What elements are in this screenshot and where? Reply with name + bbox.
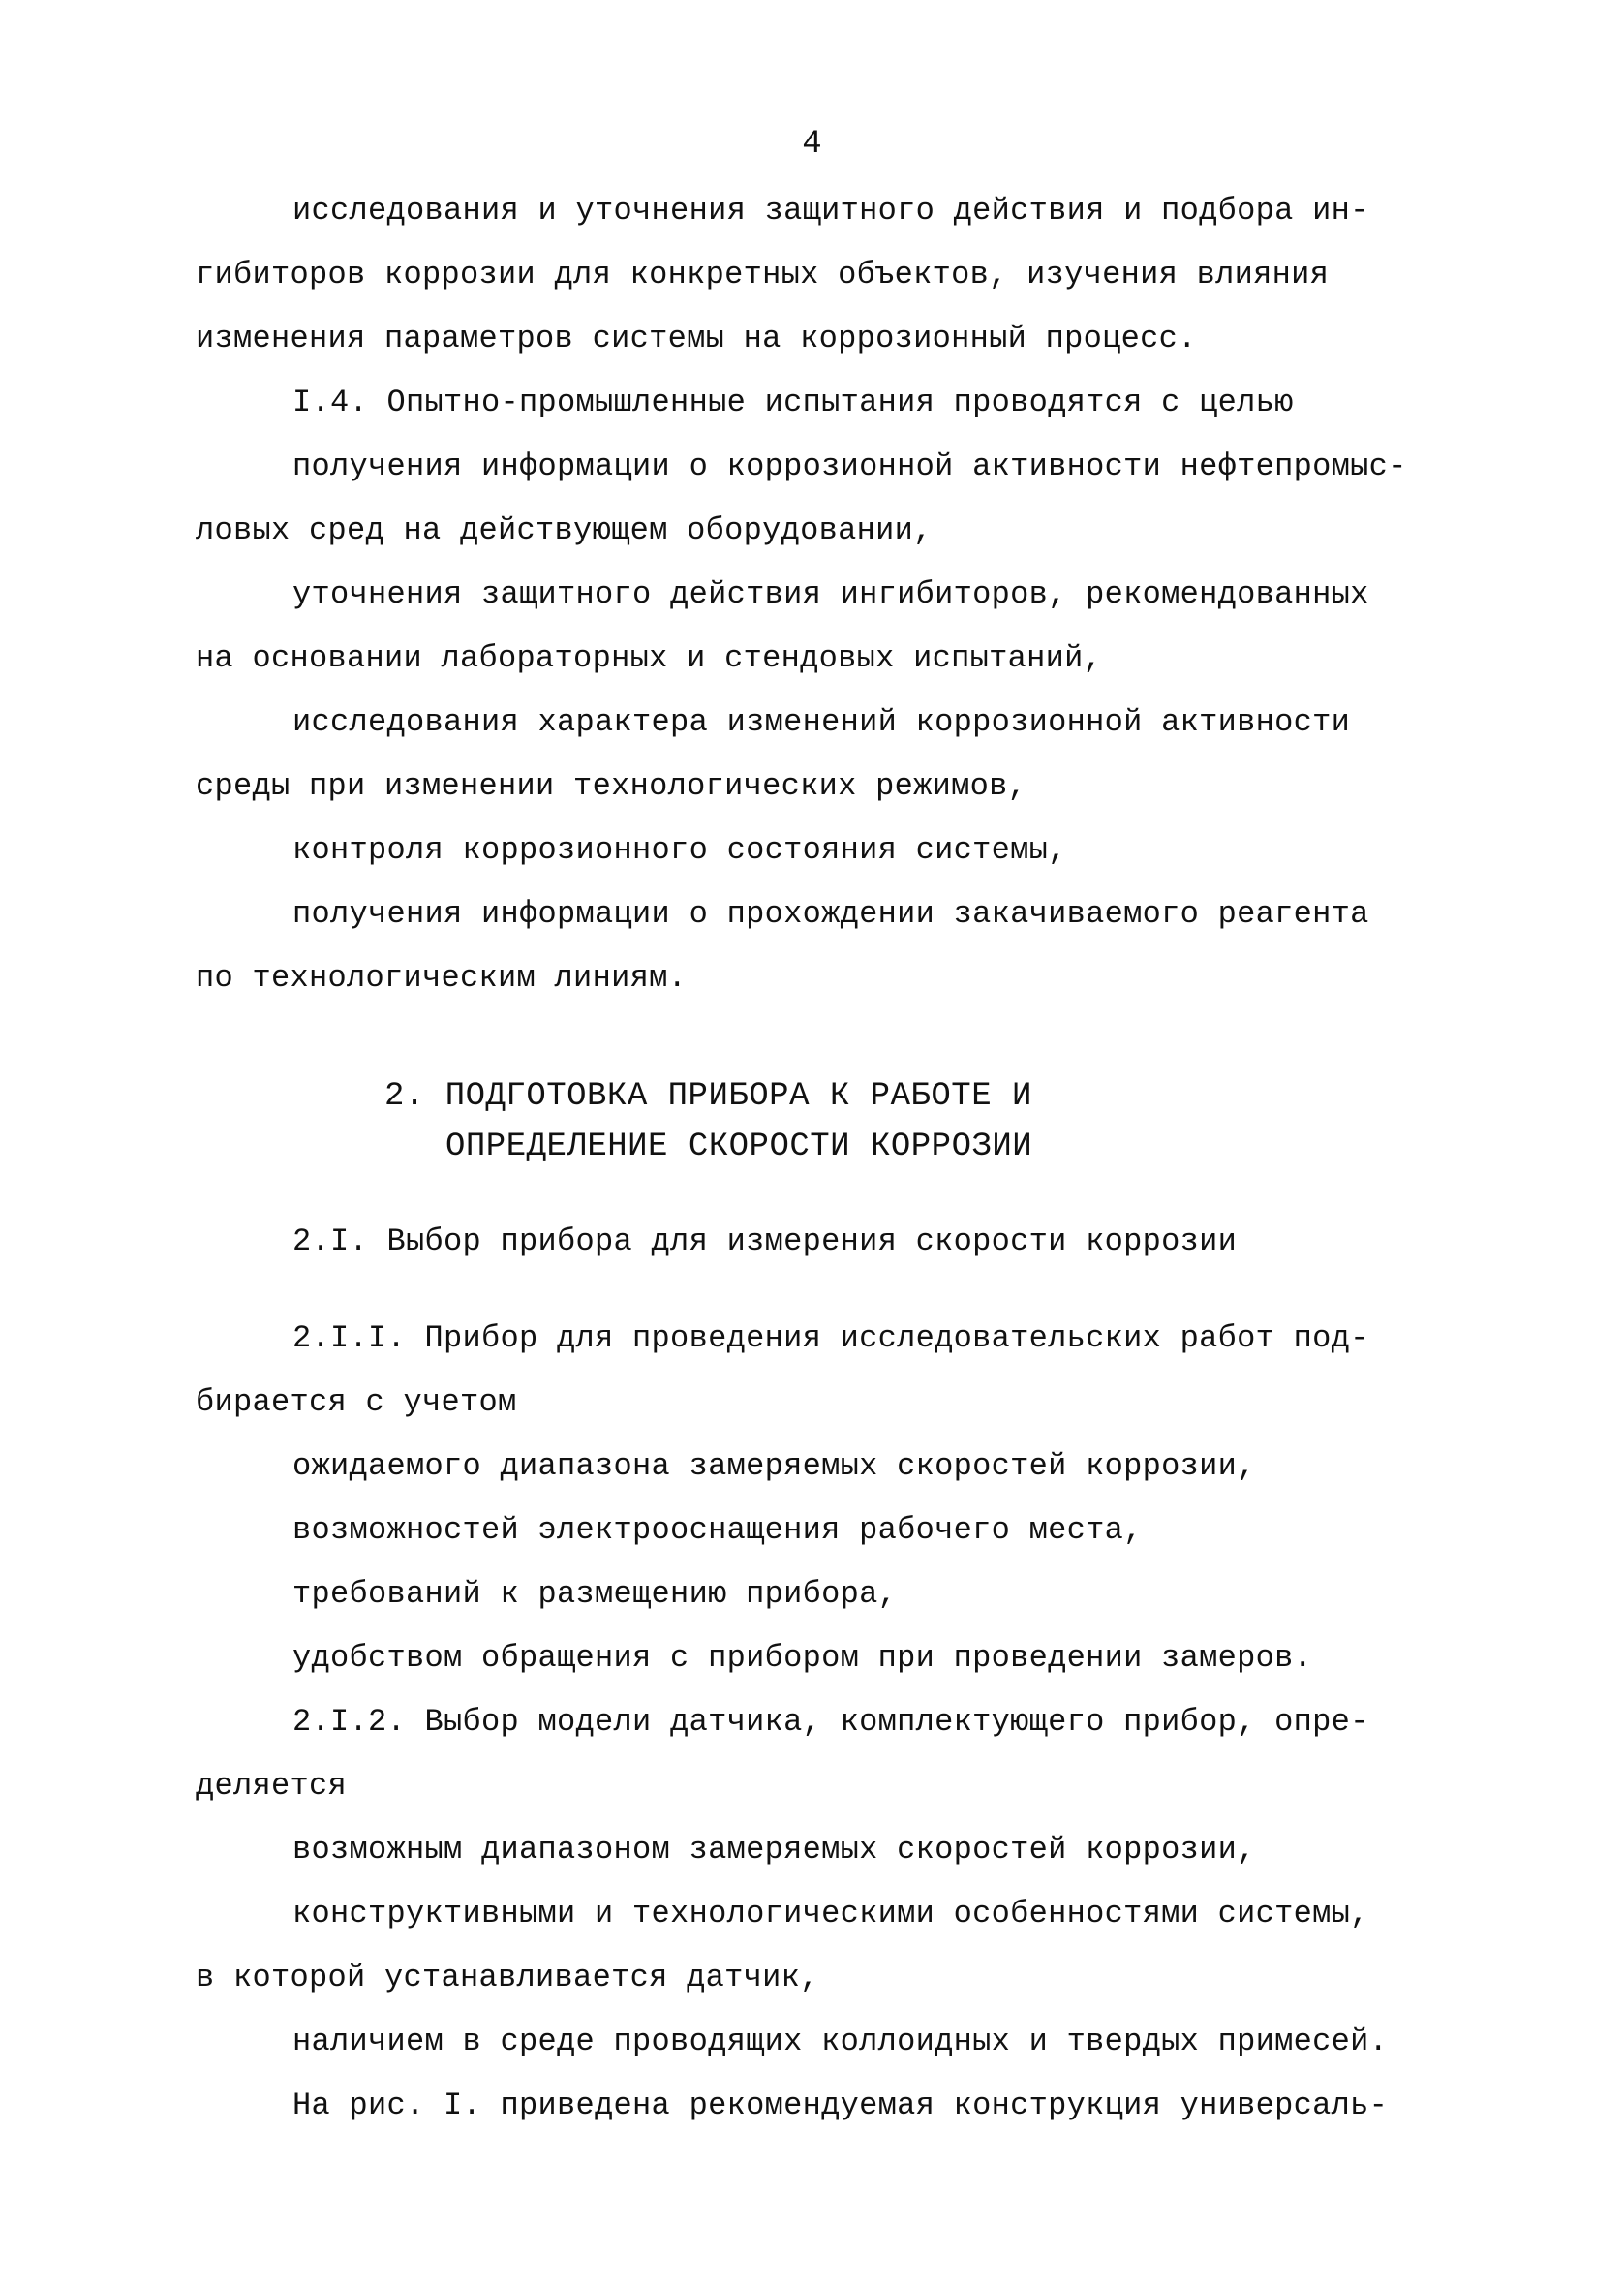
text-line: ожидаемого диапазона замеряемых скоростей коррозии, bbox=[292, 1448, 1256, 1484]
text-line: наличием в среде проводящих коллоидных и твердых примесей. bbox=[292, 2024, 1389, 2059]
text-line: исследования и уточнения защитного действия и подбора ин- bbox=[292, 193, 1369, 229]
text-line: на основании лабораторных и стендовых испытаний, bbox=[196, 640, 1103, 676]
text-line: 2.I.I. Прибор для проведения исследовательских работ под- bbox=[292, 1320, 1369, 1356]
text-line: деляется bbox=[196, 1768, 348, 1804]
section-heading-line-2: ОПРЕДЕЛЕНИЕ СКОРОСТИ КОРРОЗИИ bbox=[445, 1129, 1033, 1165]
text-line: бирается с учетом bbox=[196, 1384, 517, 1420]
text-line: На рис. I. приведена рекомендуемая конструкция универсаль- bbox=[292, 2087, 1389, 2123]
text-line: по технологическим линиям. bbox=[196, 960, 688, 996]
text-line: изменения параметров системы на коррозионный процесс. bbox=[196, 321, 1197, 356]
text-line: получения информации о прохождении закачиваемого реагента bbox=[292, 896, 1369, 932]
text-line: среды при изменении технологических режимов, bbox=[196, 768, 1027, 804]
text-line: конструктивными и технологическими особенностями системы, bbox=[292, 1896, 1369, 1932]
text-line: уточнения защитного действия ингибиторов, рекомендованных bbox=[292, 576, 1369, 612]
text-line: 2.I.2. Выбор модели датчика, комплектующего прибор, опре- bbox=[292, 1704, 1369, 1740]
text-line: контроля коррозионного состояния системы, bbox=[292, 832, 1067, 868]
text-line: I.4. Опытно-промышленные испытания проводятся с целью bbox=[292, 385, 1294, 420]
text-line: ловых сред на действующем оборудовании, bbox=[196, 512, 933, 548]
text-line: возможностей электрооснащения рабочего места, bbox=[292, 1512, 1143, 1548]
text-line: удобством обращения с прибором при проведении замеров. bbox=[292, 1640, 1313, 1676]
section-heading-line-1: 2. ПОДГОТОВКА ПРИБОРА К РАБОТЕ И bbox=[384, 1078, 1032, 1115]
subsection-heading: 2.I. Выбор прибора для измерения скорости коррозии bbox=[292, 1223, 1238, 1259]
text-line: гибиторов коррозии для конкретных объектов, изучения влияния bbox=[196, 257, 1330, 293]
text-line: возможным диапазоном замеряемых скоростей коррозии, bbox=[292, 1832, 1256, 1868]
text-line: исследования характера изменений коррозионной активности bbox=[292, 704, 1351, 740]
text-line: требований к размещению прибора, bbox=[292, 1576, 898, 1612]
page-number: 4 bbox=[802, 126, 822, 163]
text-line: получения информации о коррозионной активности нефтепромыс- bbox=[292, 448, 1407, 484]
text-line: в которой устанавливается датчик, bbox=[196, 1960, 819, 1995]
